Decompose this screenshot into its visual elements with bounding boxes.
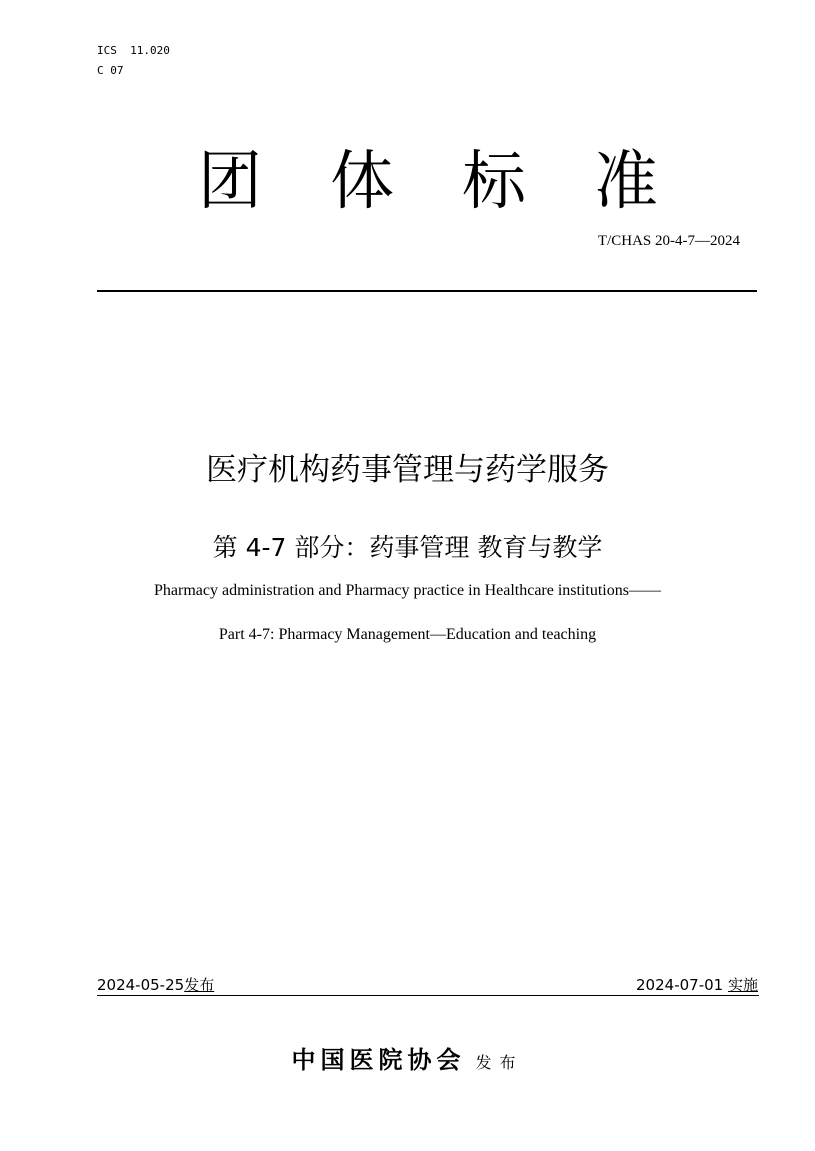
standard-number: T/CHAS 20-4-7—2024 [597,233,740,249]
implementation-date-value: 2024-07-01 [636,976,724,994]
document-type-char: 体 [330,145,394,219]
issue-date [97,975,214,995]
publisher-name: 中国医院协会 [291,1046,466,1074]
top-divider [97,290,757,292]
title-chinese: 医疗机构药事管理与药学服务 [206,452,609,488]
publisher-action: 发布 [475,1053,524,1072]
ccs-code: C 07 [97,64,124,77]
part-title-chinese: 第 4-7 部分：药事管理 教育与教学 [212,533,603,562]
implementation-date-label: 实施 [727,976,758,994]
document-type-char: 准 [594,145,658,219]
publisher [0,1043,815,1080]
ics-code: ICS 11.020 [97,44,170,57]
title-english-line-1: Pharmacy administration and Pharmacy practice in Healthcare institutions—— [154,582,661,599]
document-type-char: 团 [198,145,262,219]
title-english-line-2: Part 4-7: Pharmacy Management—Education and teaching [218,626,597,643]
bottom-divider [97,995,759,996]
implementation-date [636,975,758,995]
issue-date-value: 2024-05-25 [97,976,185,994]
document-type-title [0,142,815,222]
issue-date-label: 发布 [184,976,215,994]
document-type-char: 标 [462,145,526,219]
